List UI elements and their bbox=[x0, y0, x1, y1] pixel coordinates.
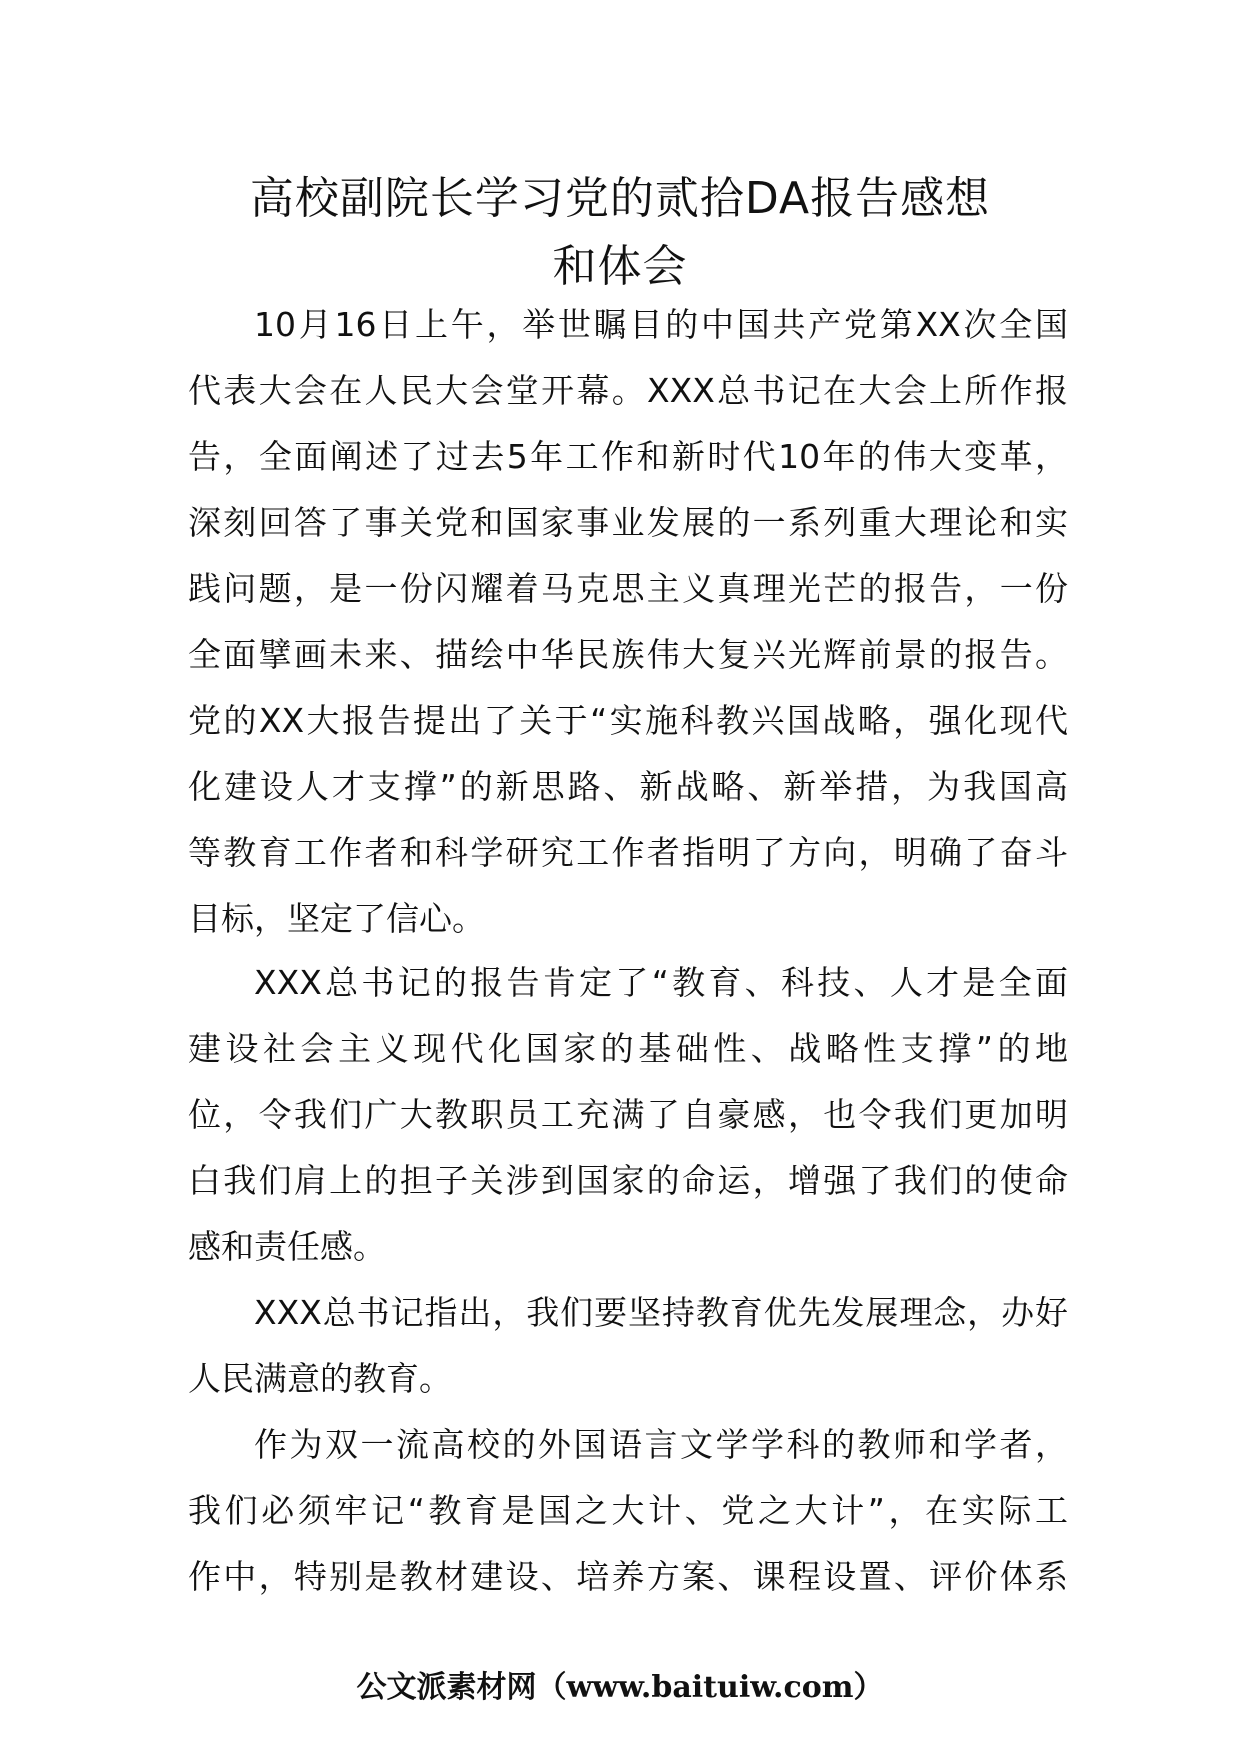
paragraph-4 bbox=[188, 1412, 1068, 1610]
paragraph-2 bbox=[188, 950, 1068, 1280]
paragraph-line: 目标，坚定了信心。 bbox=[188, 899, 485, 938]
paragraph-line: 人民满意的教育。 bbox=[188, 1359, 452, 1398]
paragraph-line: 作中，特别是教材建设、培养方案、课程设置、评价体系 bbox=[188, 1557, 1068, 1596]
paragraph-line: 践问题，是一份闪耀着马克思主义真理光芒的报告，一份 bbox=[188, 569, 1068, 608]
page-footer-watermark: 公文派素材网（www.baituiw.com） bbox=[356, 1670, 884, 1705]
paragraph-line: 党的XX大报告提出了关于“实施科教兴国战略，强化现代 bbox=[188, 701, 1068, 740]
paragraph-line: 感和责任感。 bbox=[188, 1227, 386, 1266]
paragraph-line: 10月16日上午，举世瞩目的中国共产党第XX次全国 bbox=[254, 305, 1068, 344]
paragraph-line: 告，全面阐述了过去5年工作和新时代10年的伟大变革， bbox=[188, 437, 1068, 476]
paragraph-1 bbox=[188, 292, 1068, 952]
paragraph-line: 作为双一流高校的外国语言文学学科的教师和学者， bbox=[254, 1425, 1068, 1464]
paragraph-line: 深刻回答了事关党和国家事业发展的一系列重大理论和实 bbox=[188, 503, 1068, 542]
paragraph-line: XXX总书记的报告肯定了“教育、科技、人才是全面 bbox=[254, 963, 1068, 1002]
paragraph-line: 全面擘画未来、描绘中华民族伟大复兴光辉前景的报告。 bbox=[188, 635, 1068, 674]
paragraph-line: 等教育工作者和科学研究工作者指明了方向，明确了奋斗 bbox=[188, 833, 1068, 872]
document-title-line2: 和体会 bbox=[552, 241, 688, 292]
paragraph-line: 白我们肩上的担子关涉到国家的命运，增强了我们的使命 bbox=[188, 1161, 1068, 1200]
paragraph-line: 代表大会在人民大会堂开幕。XXX总书记在大会上所作报 bbox=[188, 371, 1068, 410]
paragraph-line: 建设社会主义现代化国家的基础性、战略性支撑”的地 bbox=[188, 1029, 1068, 1068]
paragraph-line: 我们必须牢记“教育是国之大计、党之大计”，在实际工 bbox=[188, 1491, 1068, 1530]
paragraph-line: XXX总书记指出，我们要坚持教育优先发展理念，办好 bbox=[254, 1293, 1068, 1332]
paragraph-3 bbox=[188, 1280, 1068, 1412]
paragraph-line: 化建设人才支撑”的新思路、新战略、新举措，为我国高 bbox=[188, 767, 1068, 806]
document-title-line1: 高校副院长学习党的贰拾DA报告感想 bbox=[249, 173, 991, 224]
paragraph-line: 位，令我们广大教职员工充满了自豪感，也令我们更加明 bbox=[188, 1095, 1068, 1134]
